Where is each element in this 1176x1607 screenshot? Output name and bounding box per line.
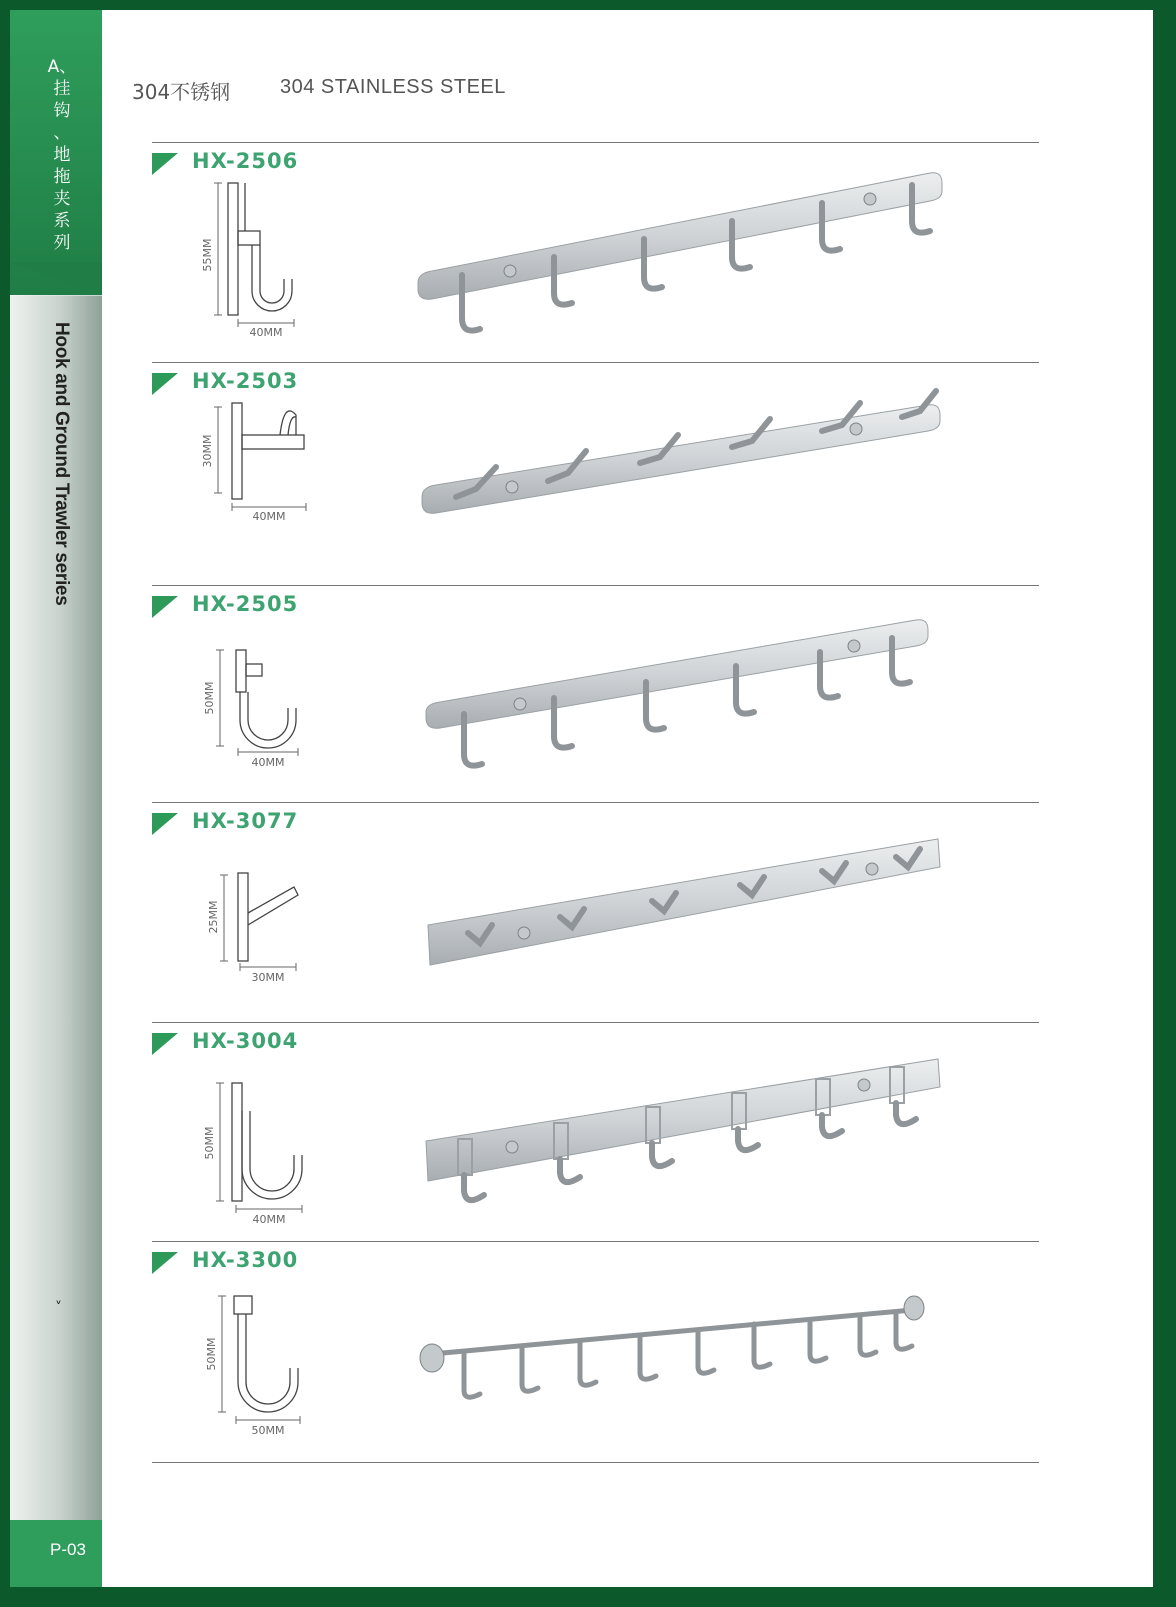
product-flag-icon xyxy=(152,1033,178,1055)
product-code: HX-3077 xyxy=(192,809,299,833)
category-char: 夹 xyxy=(53,189,71,209)
product-photo xyxy=(402,586,1002,796)
product-photo xyxy=(402,1242,1002,1452)
sidebar-category-block xyxy=(10,10,102,295)
material-en: 304 STAINLESS STEEL xyxy=(280,76,506,98)
product-hx-3077 xyxy=(152,803,1039,1025)
width-dimension: 50MM xyxy=(251,1424,285,1437)
width-dimension: 40MM xyxy=(252,510,286,523)
product-flag-icon xyxy=(152,373,178,395)
sidebar xyxy=(10,10,102,1587)
height-dimension: 50MM xyxy=(203,681,216,715)
product-hx-3004 xyxy=(152,1023,1039,1245)
width-dimension: 40MM xyxy=(249,326,283,339)
dimension-drawing xyxy=(196,173,356,343)
product-photo xyxy=(402,363,1002,573)
product-code: HX-2506 xyxy=(192,149,299,173)
dimension-drawing xyxy=(196,616,356,786)
height-dimension: 50MM xyxy=(205,1337,218,1371)
material-cn: 304不锈钢 xyxy=(132,80,231,104)
category-char: 挂 xyxy=(53,79,71,99)
product-photo xyxy=(402,1023,1002,1233)
height-dimension: 50MM xyxy=(203,1126,216,1160)
product-photo xyxy=(402,803,1002,1013)
height-dimension: 55MM xyxy=(201,238,214,272)
dimension-drawing xyxy=(196,833,356,1003)
dimension-drawing xyxy=(196,1272,356,1452)
product-hx-2506 xyxy=(152,143,1039,365)
width-dimension: 30MM xyxy=(251,971,285,984)
dimension-drawing xyxy=(196,1053,356,1233)
chevron-down-icon: ˅ xyxy=(55,1300,62,1316)
product-photo xyxy=(402,143,1002,353)
product-hx-2503 xyxy=(152,363,1039,585)
category-char: 拖 xyxy=(53,167,71,187)
height-dimension: 25MM xyxy=(207,900,220,934)
catalog-page xyxy=(10,10,1153,1587)
product-hx-3300 xyxy=(152,1242,1039,1464)
category-char: 、 xyxy=(53,123,71,143)
product-code: HX-3300 xyxy=(192,1248,299,1272)
divider xyxy=(152,1462,1039,1463)
product-flag-icon xyxy=(152,596,178,618)
width-dimension: 40MM xyxy=(252,1213,286,1226)
product-flag-icon xyxy=(152,1252,178,1274)
product-code: HX-3004 xyxy=(192,1029,299,1053)
product-hx-2505 xyxy=(152,586,1039,808)
dimension-drawing xyxy=(196,393,356,563)
category-char: 地 xyxy=(53,145,71,165)
category-title xyxy=(42,56,82,254)
page-number-block xyxy=(10,1520,102,1587)
category-char: 系 xyxy=(53,211,71,231)
category-char: 列 xyxy=(53,233,71,253)
product-flag-icon xyxy=(152,153,178,175)
width-dimension: 40MM xyxy=(251,756,285,769)
category-char: A、 xyxy=(47,57,77,77)
height-dimension: 30MM xyxy=(201,434,214,468)
product-flag-icon xyxy=(152,813,178,835)
product-code: HX-2503 xyxy=(192,369,299,393)
product-code: HX-2505 xyxy=(192,592,299,616)
series-title: Hook and Ground Trawler series xyxy=(51,322,72,606)
page-number: P-03 xyxy=(50,1540,86,1559)
category-char: 钩 xyxy=(53,101,71,121)
sidebar-notch xyxy=(10,262,102,295)
